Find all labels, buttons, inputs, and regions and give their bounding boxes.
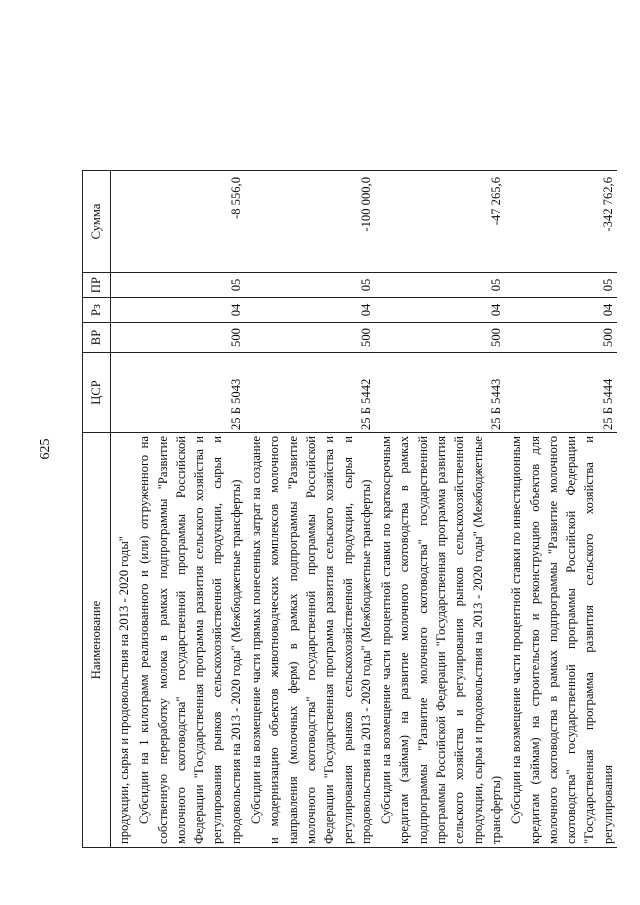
header-vr: ВР — [83, 323, 111, 353]
row-rz: 04 — [245, 298, 375, 323]
row-pr: 05 — [505, 273, 617, 298]
table-header-row — [83, 171, 111, 848]
row-sum: -47 265,6 — [375, 171, 505, 273]
row-vr: 500 — [505, 323, 617, 353]
row-rz: 04 — [505, 298, 617, 323]
table-row — [375, 171, 505, 848]
row-vr: 500 — [375, 323, 505, 353]
row-pr: 05 — [375, 273, 505, 298]
page-number: 625 — [38, 438, 53, 460]
header-sum: Сумма — [83, 171, 111, 273]
row-vr: 500 — [133, 323, 245, 353]
row-pr: 05 — [245, 273, 375, 298]
table-row — [245, 171, 375, 848]
row-vr: 500 — [245, 323, 375, 353]
continuation-text: продукции, сырья и продовольствия на 2013 - 2020 годы" — [111, 433, 134, 848]
row-sum: -8 556,0 — [133, 171, 245, 273]
row-sum: -100 000,0 — [245, 171, 375, 273]
row-name: Субсидии на 1 килограмм реализованного и (или) отгруженного на собственную переработку молока в рамках подпрограммы "Развитие молочного скотоводства" государственной программы Российской Федерации "Государственная программа развития сельского хозяйства и регулирования рынков сельскохозяйственной продукции, сырья и продовольствия на 2013 - 2020 годы" (Межбюджетные трансферты) — [133, 433, 245, 848]
row-rz: 04 — [133, 298, 245, 323]
row-name: Субсидии на возмещение части прямых понесенных затрат на создание и модернизацию объектов животноводческих комплексов молочного направления (молочных ферм) в рамках подпрограммы "Развитие молочного скотоводства" государственной программы Российской Федерации "Государственная программа развития сельского хозяйства и регулирования рынков сельскохозяйственной продукции, сырья и продовольствия на 2013 - 2020 годы" (Межбюджетные трансферты) — [245, 433, 375, 848]
header-pr: ПР — [83, 273, 111, 298]
row-csr: 25 Б 5444 — [505, 353, 617, 433]
row-csr: 25 Б 5443 — [375, 353, 505, 433]
row-pr: 05 — [133, 273, 245, 298]
table-row — [133, 171, 245, 848]
table-row — [505, 171, 617, 848]
row-csr: 25 Б 5043 — [133, 353, 245, 433]
header-name: Наименование — [83, 433, 111, 848]
header-csr: ЦСР — [83, 353, 111, 433]
budget-table — [82, 170, 617, 848]
row-sum: -342 762,6 — [505, 171, 617, 273]
table-row-continuation — [111, 171, 134, 848]
row-name: Субсидии на возмещение части процентной ставки по краткосрочным кредитам (займам) на развитие молочного скотоводства в рамках подпрограммы "Развитие молочного скотоводства" государственной программы Российской Федерации "Государственная программа развития сельского хозяйства и регулирования рынков сельскохозяйственной продукции, сырья и продовольствия на 2013 - 2020 годы" (Межбюджетные трансферты) — [375, 433, 505, 848]
row-name: Субсидии на возмещение части процентной ставки по инвестиционным кредитам (займам) на строительство и реконструкцию объектов для молочного скотоводства в рамках подпрограммы "Развитие молочного скотоводства" государственной программы Российской Федерации "Государственная программа развития сельского хозяйства и регулирования — [505, 433, 617, 848]
row-csr: 25 Б 5442 — [245, 353, 375, 433]
header-rz: Рз — [83, 298, 111, 323]
row-rz: 04 — [375, 298, 505, 323]
